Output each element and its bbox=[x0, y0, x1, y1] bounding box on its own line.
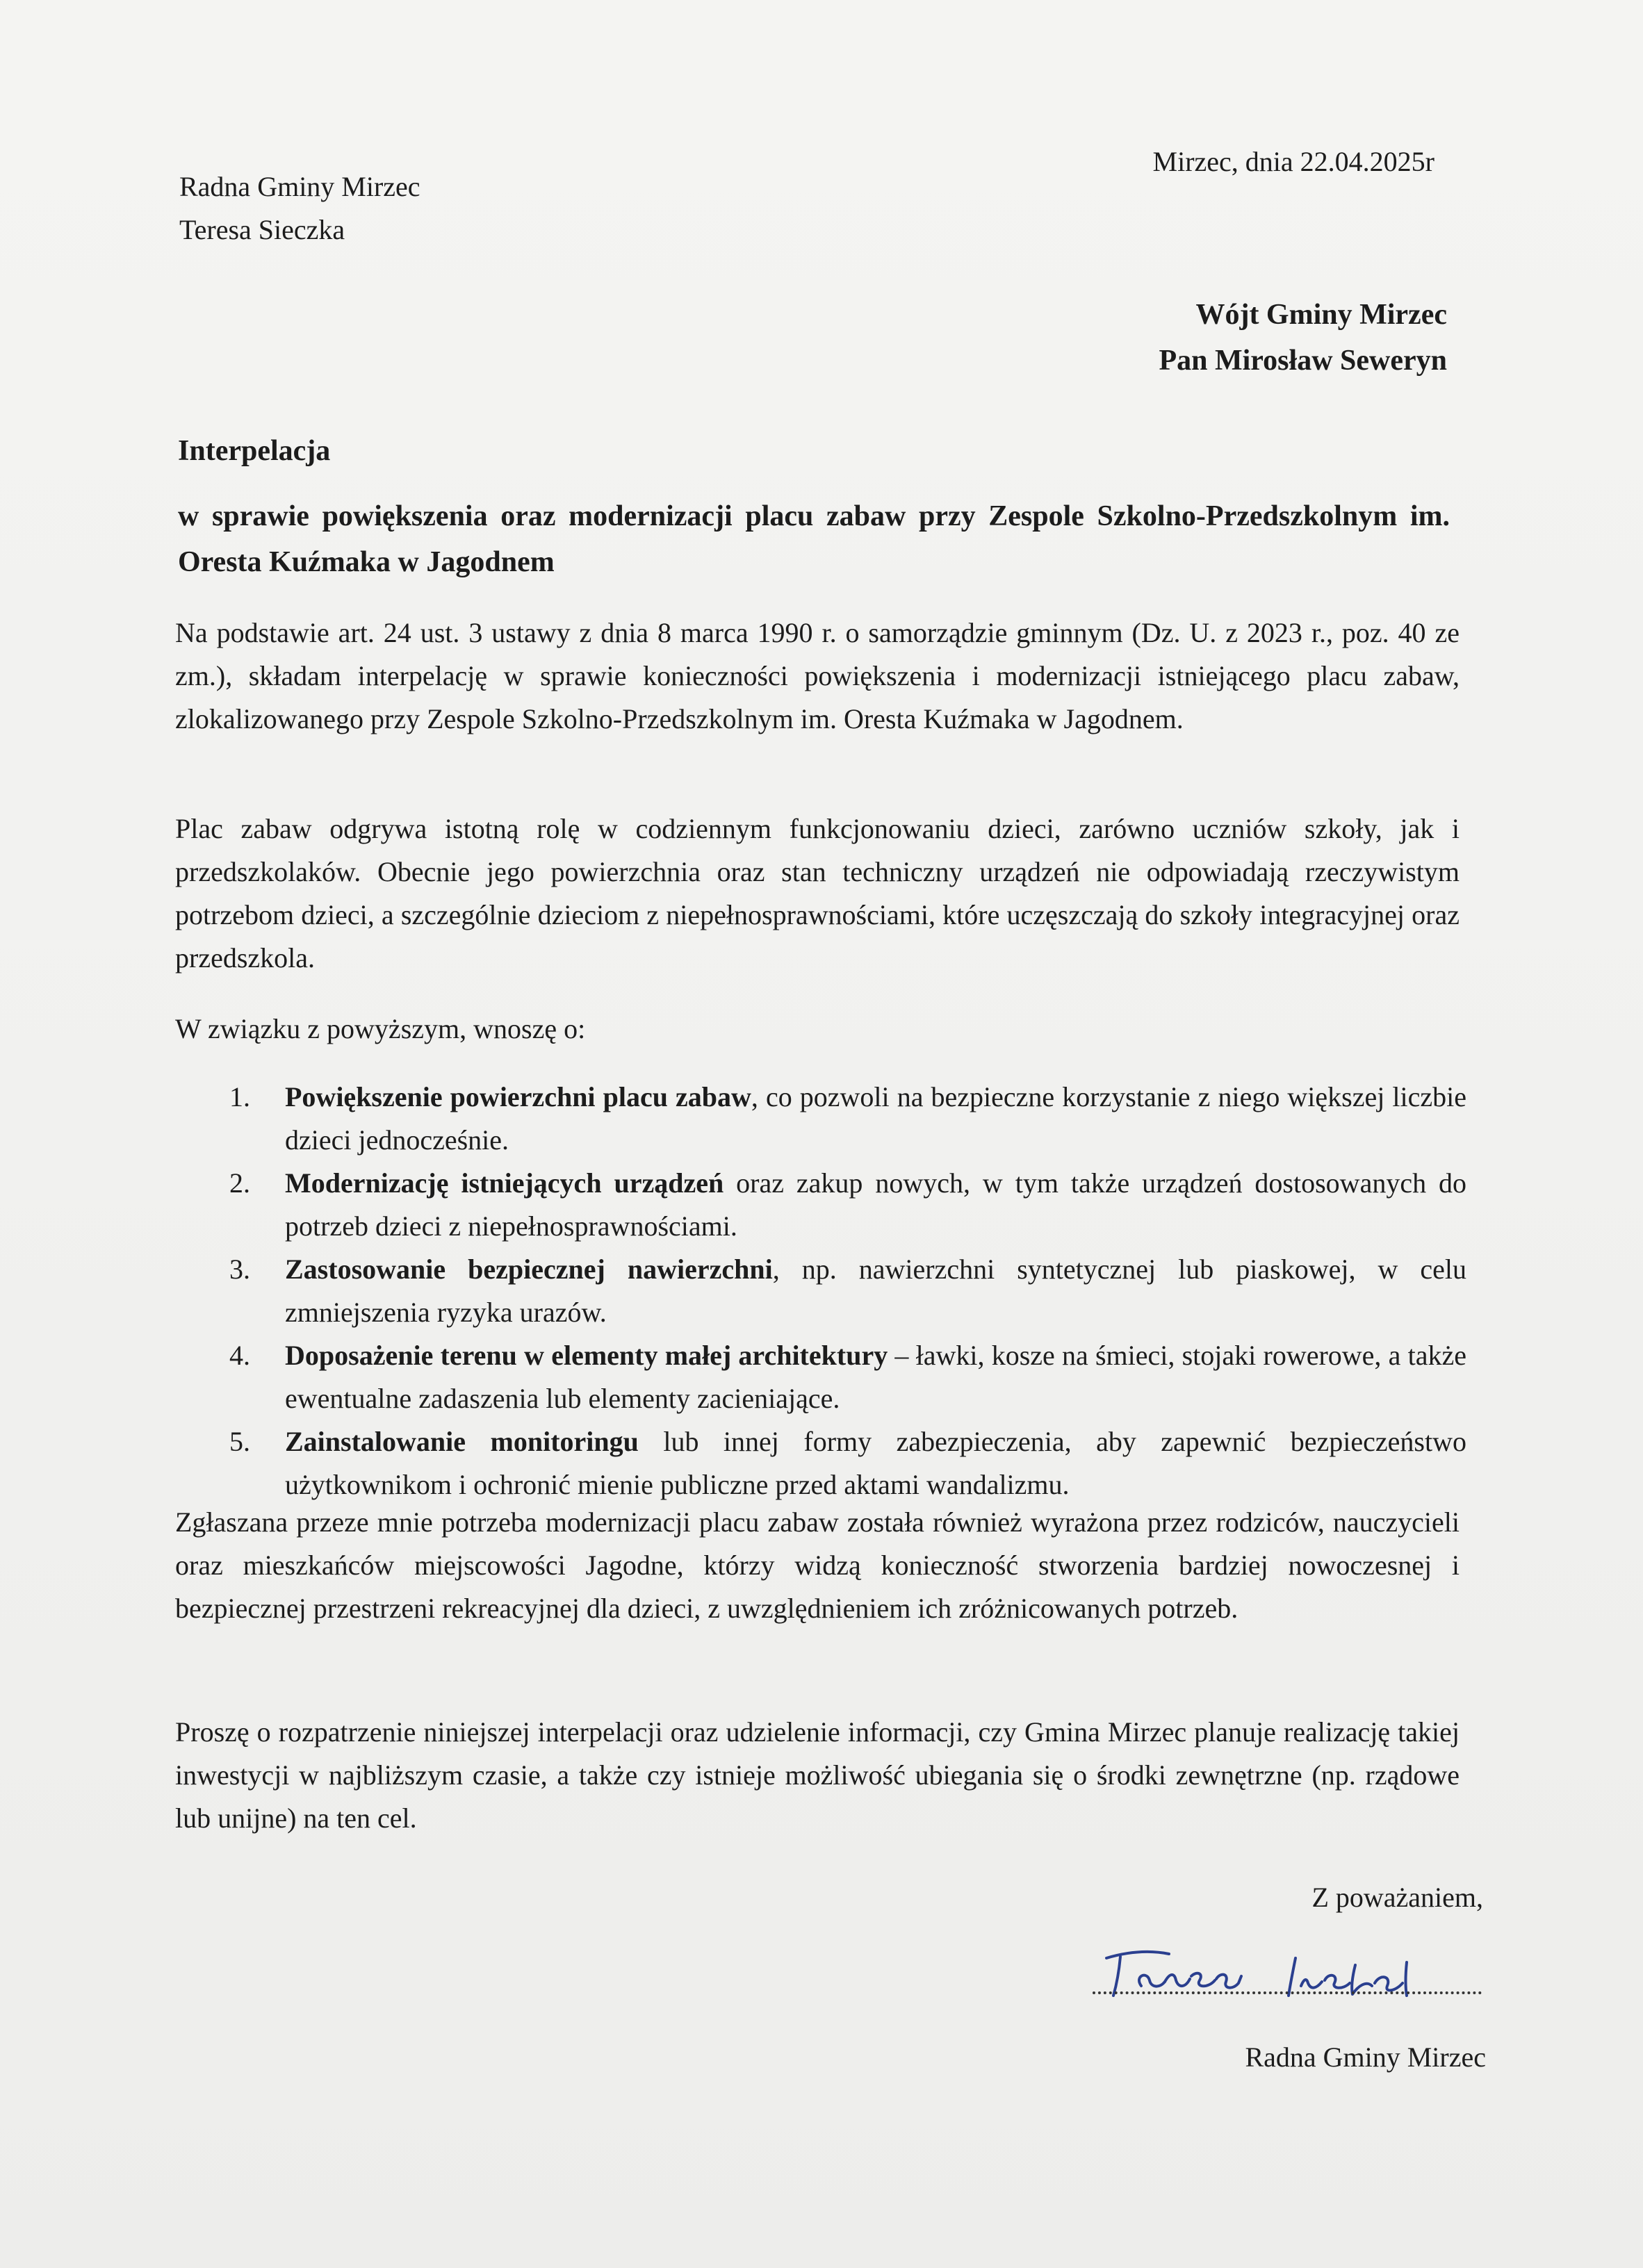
document-type-heading: Interpelacja bbox=[178, 435, 331, 467]
paragraph-legal-basis: Na podstawie art. 24 ust. 3 ustawy z dnia 8 marca 1990 r. o samorządzie gminnym (Dz. U. z 2023 r., poz. 40 ze zm.), składam interpelację w sprawie konieczności powiększenia i modernizacji istniejącego placu zabaw, zlokalizowanego przy Zespole Szkolno-Przedszkolnym im. Oresta Kuźmaka w Jagodnem. bbox=[175, 617, 1460, 734]
list-item-number: 3. bbox=[229, 1254, 250, 1285]
list-item-bold: Powiększenie powierzchni placu zabaw bbox=[285, 1081, 751, 1112]
list-item-bold: Zastosowanie bezpiecznej nawierzchni bbox=[285, 1254, 773, 1285]
paragraph-justification: Plac zabaw odgrywa istotną rolę w codziennym funkcjonowaniu dzieci, zarówno uczniów szkoły, jak i przedszkolaków. Obecnie jego powierzchnia oraz stan techniczny urządzeń nie odpowiadają rzeczywistym potrzebom dzieci, a szczególnie dzieciom z niepełnosprawnościami, które uczęszczają do szkoły integracyjnej oraz przedszkola. bbox=[175, 813, 1460, 973]
list-item-rest: , co pozwoli na bezpieczne korzystanie z niego większej liczbie dzieci jednocześnie. bbox=[285, 1081, 1466, 1156]
sender-block bbox=[179, 165, 420, 252]
list-item-rest: lub innej formy zabezpieczenia, aby zapewnić bezpieczeństwo użytkownikom i ochronić mienie publiczne przed aktami wandalizmu. bbox=[285, 1426, 1466, 1500]
list-item-bold: Doposażenie terenu w elementy małej architektury bbox=[285, 1340, 888, 1371]
list-item-number: 2. bbox=[229, 1167, 250, 1199]
list-item-text bbox=[285, 1334, 1466, 1420]
sender-title: Radna Gminy Mirzec bbox=[179, 171, 420, 202]
list-item-text bbox=[285, 1420, 1466, 1506]
subject-heading: w sprawie powiększenia oraz modernizacji placu zabaw przy Zespole Szkolno-Przedszkolnym im. Oresta Kuźmaka w Jagodnem bbox=[178, 500, 1450, 578]
paragraph-request-info: Proszę o rozpatrzenie niniejszej interpelacji oraz udzielenie informacji, czy Gmina Mirzec planuje realizację takiej inwestycji w najbliższym czasie, a także czy istnieje możliwość ubiegania się o środki zewnętrzne (np. rządowe lub unijne) na ten cel. bbox=[175, 1716, 1460, 1834]
recipient-name: Pan Mirosław Seweryn bbox=[1159, 345, 1447, 377]
list-item-number: 5. bbox=[229, 1426, 250, 1457]
sender-name: Teresa Sieczka bbox=[179, 214, 345, 245]
requests-list bbox=[229, 1076, 1466, 1506]
list-item-text bbox=[285, 1248, 1466, 1334]
list-item bbox=[229, 1334, 1466, 1420]
list-item-bold: Modernizację istniejących urządzeń bbox=[285, 1167, 724, 1199]
paragraph-support: Zgłaszana przeze mnie potrzeba modernizacji placu zabaw została również wyrażona przez rodziców, nauczycieli oraz mieszkańców miejscowości Jagodne, którzy widzą konieczność stworzenia bardziej nowoczesnej i bezpiecznej przestrzeni rekreacyjnej dla dzieci, z uwzględnieniem ich zróżnicowanych potrzeb. bbox=[175, 1506, 1460, 1624]
list-item-text bbox=[285, 1076, 1466, 1162]
list-item bbox=[229, 1076, 1466, 1162]
list-item-number: 1. bbox=[229, 1081, 250, 1112]
signature-dotted-line bbox=[1093, 1991, 1482, 1994]
paragraph-requests-intro: W związku z powyższym, wnoszę o: bbox=[175, 1013, 586, 1044]
handwritten-signature bbox=[1093, 1937, 1482, 2007]
list-item-number: 4. bbox=[229, 1340, 250, 1371]
place-date: Mirzec, dnia 22.04.2025r bbox=[1152, 146, 1434, 177]
recipient-block bbox=[1159, 292, 1447, 384]
signature-scribble bbox=[1093, 1937, 1482, 2007]
list-item-rest: , np. nawierzchni syntetycznej lub piaskowej, w celu zmniejszenia ryzyka urazów. bbox=[285, 1254, 1466, 1328]
list-item-bold: Zainstalowanie monitoringu bbox=[285, 1426, 639, 1457]
signer-title: Radna Gminy Mirzec bbox=[1245, 2041, 1486, 2073]
list-item bbox=[229, 1420, 1466, 1506]
closing-salutation: Z poważaniem, bbox=[1311, 1882, 1483, 1913]
list-item-rest: oraz zakup nowych, w tym także urządzeń dostosowanych do potrzeb dzieci z niepełnosprawnościami. bbox=[285, 1167, 1467, 1242]
list-item-text bbox=[285, 1162, 1466, 1248]
recipient-title: Wójt Gminy Mirzec bbox=[1195, 299, 1447, 331]
list-item bbox=[229, 1248, 1466, 1334]
list-item-rest: – ławki, kosze na śmieci, stojaki rowerowe, a także ewentualne zadaszenia lub elementy zacieniające. bbox=[285, 1340, 1466, 1414]
list-item bbox=[229, 1162, 1466, 1248]
